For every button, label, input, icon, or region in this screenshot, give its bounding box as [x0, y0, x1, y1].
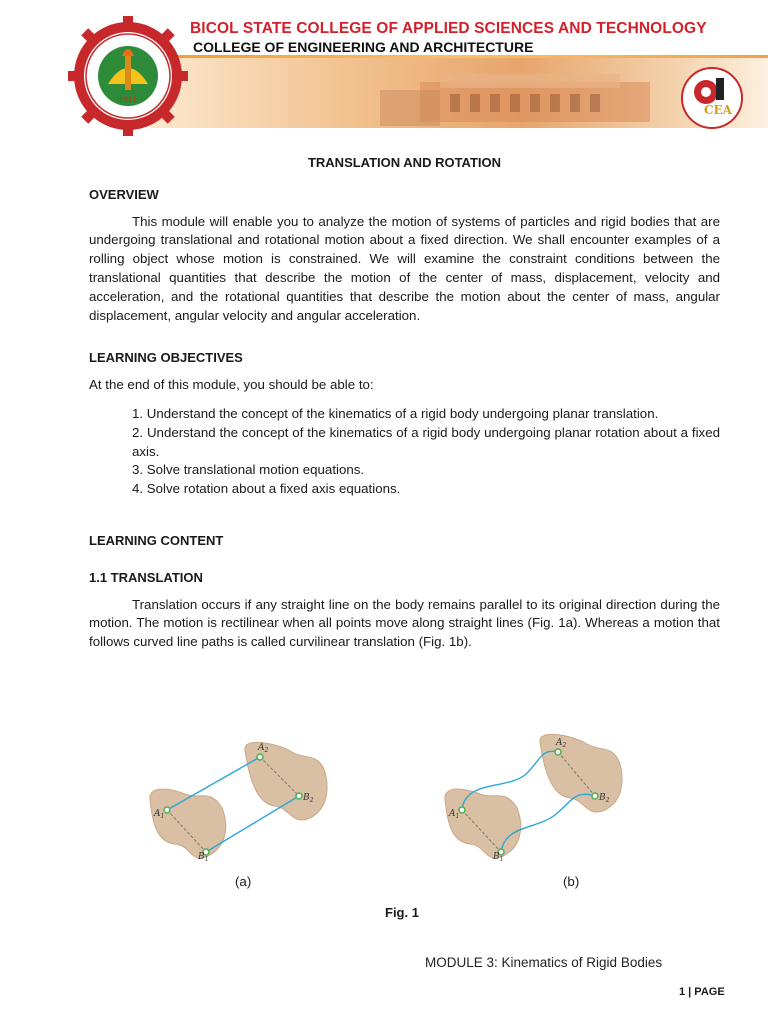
figure-label-b: (b): [563, 874, 580, 889]
svg-text:A1: $A_1$: [154, 809, 165, 820]
rigid-body-position-1: [445, 789, 521, 858]
learning-content-heading: LEARNING CONTENT: [89, 532, 224, 548]
point-a1: [459, 807, 465, 813]
point-b2: [296, 793, 302, 799]
objective-item: 3. Solve translational motion equations.: [132, 462, 365, 478]
label-a1: A: [154, 809, 161, 819]
college-name: COLLEGE OF ENGINEERING AND ARCHITECTURE: [193, 39, 534, 55]
label-a2: A: [258, 743, 265, 753]
svg-text:B1: $B_1$: [198, 852, 209, 863]
figure-label-a: (a): [235, 874, 252, 889]
svg-text:B1: $B_1$: [493, 852, 504, 863]
svg-text:A2: $A_2$: [258, 743, 269, 754]
point-a2: [555, 749, 561, 755]
objective-item: 1. Understand the concept of the kinematics of a rigid body undergoing planar translation.: [132, 405, 659, 421]
label-a1: A: [449, 809, 456, 819]
point-a2: [257, 754, 263, 760]
module-footer: MODULE 3: Kinematics of Rigid Bodies: [425, 955, 663, 970]
label-b2: B: [303, 793, 310, 803]
svg-text:B2: $B_2$: [303, 793, 314, 804]
document-body: [89, 150, 720, 652]
page-number: 1 | PAGE: [679, 986, 725, 998]
bicol-state-college-seal: [66, 14, 190, 138]
overview-paragraph: This module will enable you to analyze the motion of systems of particles and rigid bodies that are undergoing translational and rotational motion about a fixed direction. We shall encounter examples of a rolling object whose motion is constrained. We will examine the constraint conditions between the translational quantities that describe the motion of the center of mass, displacement, velocity and acceleration, and the rotational quantities that describe the motion about the center of mass, angular displacement, angular velocity and angular acceleration.: [89, 213, 720, 323]
rigid-body-position-2: [540, 734, 622, 812]
section-heading: 1.1 TRANSLATION: [89, 569, 203, 585]
cea-logo: [680, 66, 744, 130]
figure-1b-diagram: [425, 730, 640, 870]
objectives-list: [132, 405, 720, 499]
institution-name: BICOL STATE COLLEGE OF APPLIED SCIENCES AND TECHNOLOGY: [190, 20, 707, 37]
rigid-body-position-2: [245, 742, 327, 820]
svg-text:A2: $A_2$: [556, 738, 567, 749]
document-title: TRANSLATION AND ROTATION: [307, 155, 502, 170]
label-b1: B: [493, 852, 500, 862]
seal-year: 1911: [119, 96, 137, 104]
figure-1a-diagram: [130, 730, 345, 870]
document-header: [0, 0, 768, 140]
point-a1: [164, 807, 170, 813]
objective-item: 4. Solve rotation about a fixed axis equations.: [132, 481, 401, 497]
translation-paragraph: Translation occurs if any straight line on the body remains parallel to its original direction during the motion. The motion is rectilinear when all points move along straight lines (Fig. 1a). Whereas a motion that follows curved line paths is called curvilinear translation (Fig. 1b).: [89, 596, 720, 650]
figure-caption: Fig. 1: [385, 905, 419, 920]
campus-building-image: [380, 60, 680, 126]
objective-item: 2. Understand the concept of the kinematics of a rigid body undergoing planar rotation about a fixed axis.: [132, 424, 720, 459]
label-b2: B: [599, 793, 606, 803]
point-b2: [592, 793, 598, 799]
svg-text:A1: $A_1$: [449, 809, 460, 820]
label-a2: A: [556, 738, 563, 748]
cea-logo-text: CEA: [703, 103, 733, 117]
svg-text:B2: $B_2$: [599, 793, 610, 804]
label-b1: B: [198, 852, 205, 862]
overview-heading: OVERVIEW: [89, 186, 159, 202]
objectives-heading: LEARNING OBJECTIVES: [89, 350, 243, 366]
objectives-intro: At the end of this module, you should be able to:: [89, 377, 374, 393]
